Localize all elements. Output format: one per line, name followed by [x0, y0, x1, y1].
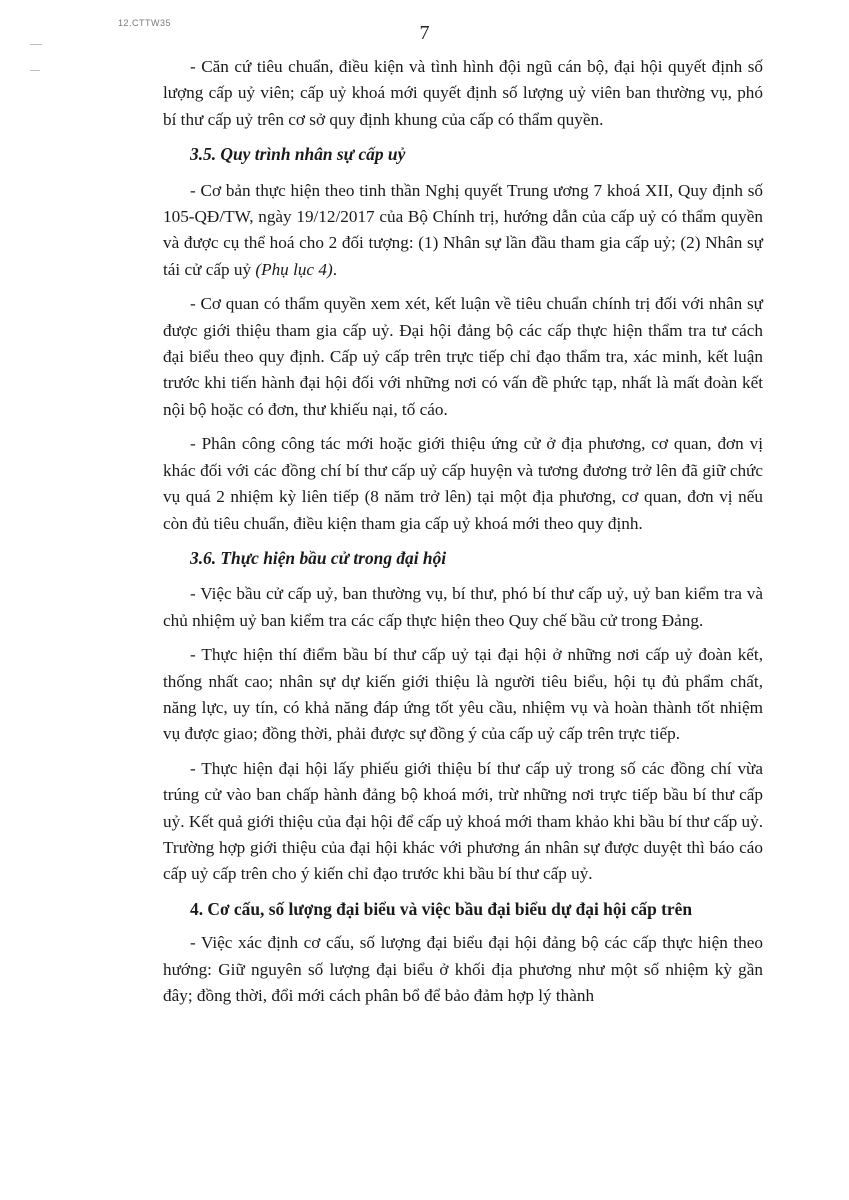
- scan-mark: [30, 70, 40, 71]
- paragraph: - Việc bầu cử cấp uỷ, ban thường vụ, bí thư, phó bí thư cấp uỷ, uỷ ban kiểm tra và chủ nhiệm uỷ ban kiểm tra các cấp thực hiện theo Quy chế bầu cử trong Đảng.: [163, 584, 763, 630]
- paragraph: - Thực hiện thí điểm bầu bí thư cấp uỷ tại đại hội ở những nơi cấp uỷ đoàn kết, thống nhất cao; nhân sự dự kiến giới thiệu là người tiêu biểu, hội tụ đủ phẩm chất, năng lực, uy tín, có khả năng đáp ứng tốt yêu cầu, nhiệm vụ và hoàn thành tốt nhiệm vụ được giao; đồng thời, phải được sự đồng ý của cấp uỷ cấp trên trực tiếp.: [163, 645, 763, 744]
- document-body: [163, 54, 763, 1017]
- paragraph: - Căn cứ tiêu chuẩn, điều kiện và tình hình đội ngũ cán bộ, đại hội quyết định số lượng cấp uỷ viên; cấp uỷ khoá mới quyết định số lượng uỷ viên ban thường vụ, phó bí thư cấp uỷ trên cơ sở quy định khung của cấp có thẩm quyền.: [163, 57, 763, 129]
- section-heading: 4. Cơ cấu, số lượng đại biểu và việc bầu đại biểu dự đại hội cấp trên: [190, 898, 693, 919]
- paragraph: - Cơ bản thực hiện theo tinh thần Nghị quyết Trung ương 7 khoá XII, Quy định số 105-QĐ/TW, ngày 19/12/2017 của Bộ Chính trị, hướng dẫn của cấp uỷ có thẩm quyền và được cụ thể hoá cho 2 đối tượng: (1) Nhân sự lần đầu tham gia cấp uỷ; (2) Nhân sự tái cử cấp uỷ (Phụ lục 4).: [163, 180, 763, 279]
- scan-mark: [30, 44, 42, 45]
- page-number: 7: [419, 22, 430, 44]
- paragraph: - Việc xác định cơ cấu, số lượng đại biểu đại hội đảng bộ các cấp thực hiện theo hướng: Giữ nguyên số lượng đại biểu ở khối địa phương như một số nhiệm kỳ gần đây; đồng thời, đổi mới cách phân bổ để bảo đảm hợp lý thành: [163, 933, 763, 1005]
- section-heading: 3.5. Quy trình nhân sự cấp uỷ: [190, 144, 406, 165]
- document-code: 12.CTTW35: [118, 18, 172, 28]
- appendix-reference: (Phụ lục 4): [255, 259, 333, 279]
- section-heading: 3.6. Thực hiện bầu cử trong đại hội: [190, 547, 447, 568]
- paragraph: - Phân công công tác mới hoặc giới thiệu ứng cử ở địa phương, cơ quan, đơn vị khác đối với các đồng chí bí thư cấp uỷ cấp huyện và tương đương trở lên đã giữ chức vụ quá 2 nhiệm kỳ liên tiếp (8 năm trở lên) tại một địa phương, cơ quan, đơn vị nếu còn đủ tiêu chuẩn, điều kiện tham gia cấp uỷ khoá mới theo quy định.: [163, 434, 763, 533]
- paragraph: - Thực hiện đại hội lấy phiếu giới thiệu bí thư cấp uỷ trong số các đồng chí vừa trúng cử vào ban chấp hành đảng bộ khoá mới, trừ những nơi trực tiếp bầu bí thư cấp uỷ. Kết quả giới thiệu của đại hội để cấp uỷ khoá mới tham khảo khi bầu bí thư cấp uỷ. Trường hợp giới thiệu của đại hội khác với phương án nhân sự được duyệt thì báo cáo cấp uỷ cấp trên cho ý kiến chỉ đạo trước khi bầu bí thư cấp uỷ.: [163, 758, 763, 884]
- paragraph: - Cơ quan có thẩm quyền xem xét, kết luận về tiêu chuẩn chính trị đối với nhân sự được giới thiệu tham gia cấp uỷ. Đại hội đảng bộ các cấp thực hiện thẩm tra tư cách đại biểu theo quy định. Cấp uỷ cấp trên trực tiếp chỉ đạo thẩm tra, xác minh, kết luận trước khi tiến hành đại hội đối với những nơi có vấn đề phức tạp, nhất là mất đoàn kết nội bộ hoặc có đơn, thư khiếu nại, tố cáo.: [163, 294, 763, 419]
